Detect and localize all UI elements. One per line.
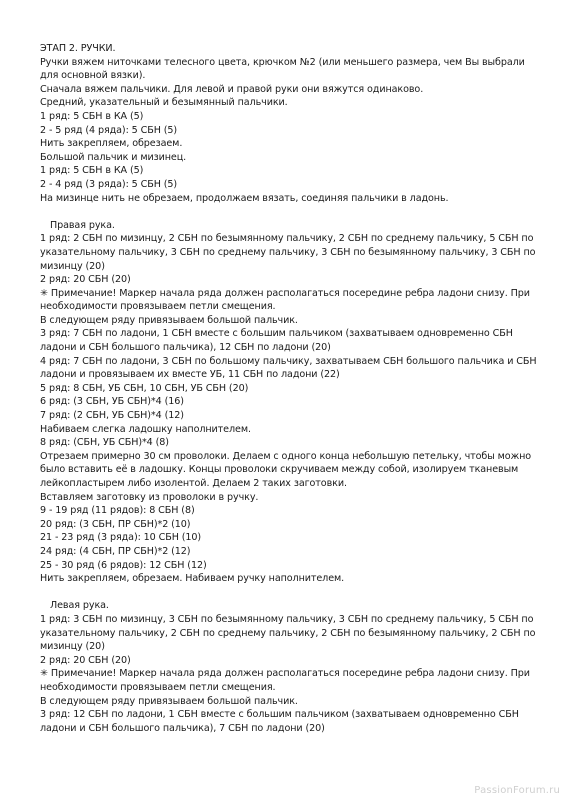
intro-line: Большой пальчик и мизинец. [40,151,187,163]
row-line: 7 ряд: (2 СБН, УБ СБН)*4 (12) [40,410,184,422]
intro-line: 2 - 5 ряд (4 ряда): 5 СБН (5) [40,124,178,136]
watermark-text: PassionForum.ru [474,785,560,796]
row-line: 3 ряд: 12 СБН по ладони, 1 СБН вместе с большим пальчиком (захватываем одновременно СБН ладони и СБН большого пальчика), 7 СБН по ладони (20) [40,709,519,734]
right-hand-section [40,219,540,586]
row-line: Набиваем слегка ладошку наполнителем. [40,423,251,435]
row-line: 1 ряд: 3 СБН по мизинцу, 3 СБН по безымянному пальчику, 3 СБН по среднему пальчику, 5 СБН по указательному пальчику, 2 СБН по среднему пальчику, 2 СБН по безымянному пальчику, 2 СБН по мизинцу (20) [40,613,536,653]
note-line: ✳ Примечание! Маркер начала ряда должен располагаться посередине ребра ладони снизу. При необходимости провязываем петли смещения. [40,668,530,693]
row-line: 24 ряд: (4 СБН, ПР СБН)*2 (12) [40,545,191,557]
intro-line: Нить закрепляем, обрезаем. [40,138,183,150]
section-gap [40,586,540,600]
row-line: 3 ряд: 7 СБН по ладони, 1 СБН вместе с большим пальчиком (захватываем одновременно СБН ладони и СБН большого пальчика), 12 СБН по ладони (20) [40,328,513,354]
row-line: 8 ряд: (СБН, УБ СБН)*4 (8) [40,437,169,449]
intro-section [40,56,540,206]
right-hand-heading [40,219,540,233]
row-line: 21 - 23 ряд (3 ряда): 10 СБН (10) [40,532,202,544]
intro-line: Ручки вяжем ниточками телесного цвета, крючком №2 (или меньшего размера, чем Вы выбрали для основной вязки). [40,56,525,82]
row-line: В следующем ряду привязываем большой пальчик. [40,695,298,707]
row-line: 2 ряд: 20 СБН (20) [40,274,131,286]
row-line: 4 ряд: 7 СБН по ладони, 3 СБН по большому пальчику, захватываем СБН большого пальчика и СБН ладони и провязываем их вместе УБ, 11 СБН по ладони (22) [40,355,537,381]
row-line: Вставляем заготовку из проволоки в ручку. [40,491,259,503]
intro-line: На мизинце нить не обрезаем, продолжаем вязать, соединяя пальчики в ладонь. [40,192,449,204]
note-line: ✳ Примечание! Маркер начала ряда должен располагаться посередине ребра ладони снизу. При необходимости провязываем петли смещения. [40,287,530,313]
left-hand-section [40,599,540,735]
row-line: 25 - 30 ряд (6 рядов): 12 СБН (12) [40,559,207,571]
row-line: Отрезаем примерно 30 см проволоки. Делаем с одного конца небольшую петельку, чтобы можно было вставить её в ладошку. Концы проволоки скручиваем между собой, изолируем тканевым лейкопластырем либо изолентой. Делаем 2 таких заготовки. [40,450,532,489]
row-line: 20 ряд: (3 СБН, ПР СБН)*2 (10) [40,518,191,530]
document-body [40,42,540,735]
row-line: Нить закрепляем, обрезаем. Набиваем ручку наполнителем. [40,573,345,585]
intro-line: 2 - 4 ряд (3 ряда): 5 СБН (5) [40,178,178,190]
intro-line: Средний, указательный и безымянный пальчики. [40,97,288,109]
row-line: 6 ряд: (3 СБН, УБ СБН)*4 (16) [40,396,184,408]
stage-title: ЭТАП 2. РУЧКИ. [40,43,116,54]
heading-text: Левая рука. [50,600,109,612]
section-gap [40,205,540,219]
row-line: В следующем ряду привязываем большой пальчик. [40,314,298,326]
row-line: 2 ряд: 20 СБН (20) [40,654,131,666]
intro-line: Сначала вяжем пальчики. Для левой и правой руки они вяжутся одинаково. [40,83,424,95]
intro-line: 1 ряд: 5 СБН в КА (5) [40,110,144,122]
row-line: 1 ряд: 2 СБН по мизинцу, 2 СБН по безымянному пальчику, 2 СБН по среднему пальчику, 5 СБН по указательному пальчику, 3 СБН по среднему пальчику, 3 СБН по безымянному пальчику, 3 СБН по мизинцу (20) [40,233,536,272]
heading-text: Правая рука. [50,219,115,231]
intro-line: 1 ряд: 5 СБН в КА (5) [40,165,144,177]
left-hand-heading [40,599,540,613]
row-line: 5 ряд: 8 СБН, УБ СБН, 10 СБН, УБ СБН (20) [40,382,249,394]
row-line: 9 - 19 ряд (11 рядов): 8 СБН (8) [40,505,195,517]
